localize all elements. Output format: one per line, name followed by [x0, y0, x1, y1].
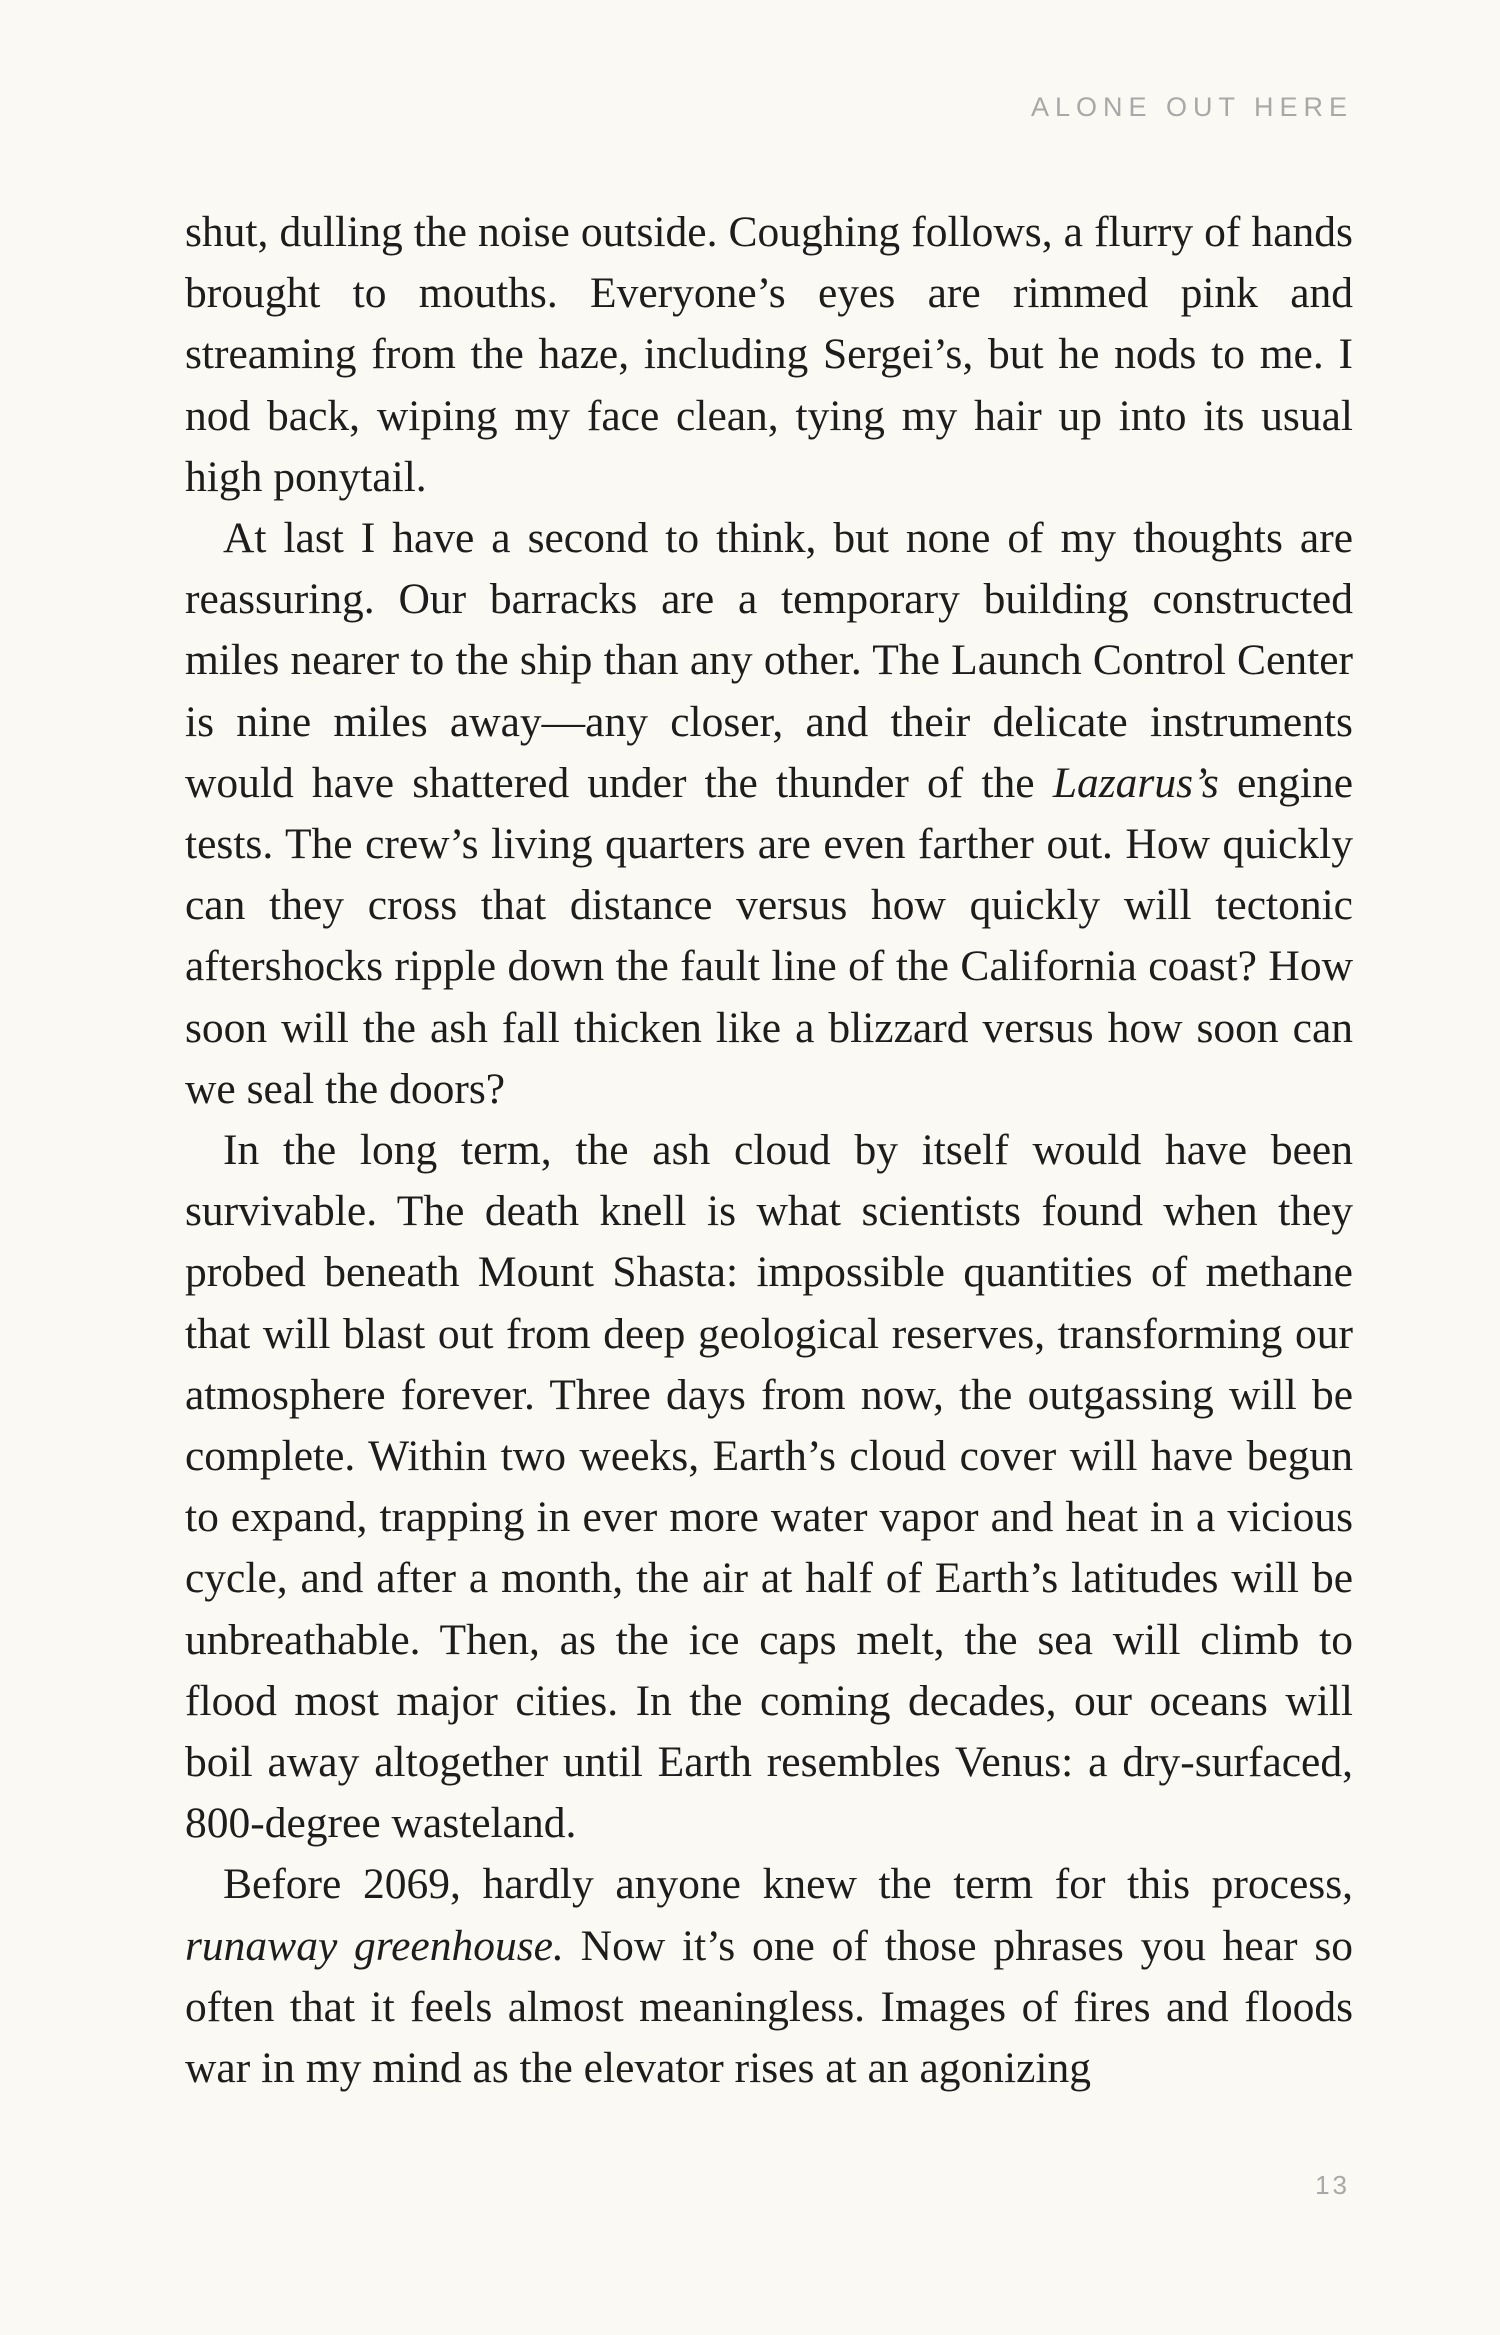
running-head: ALONE OUT HERE: [1030, 92, 1353, 122]
paragraph-2-text-b: engine tests. The crew’s living quarters are even farther out. How quickly can they cross that distance versus how quickly will tectonic aftershocks ripple down the fault line of the California coast? How soon will the ash fall thicken like a blizzard versus how soon can we seal the doors?: [185, 758, 1353, 1113]
paragraph-3: In the long term, the ash cloud by itself would have been survivable. The death knell is what scientists found when they probed beneath Mount Shasta: impossible quantities of methane that will blast out from deep geological reserves, transforming our atmosphere forever. Three days from now, the outgassing will be complete. Within two weeks, Earth’s cloud cover will have begun to expand, trapping in ever more water vapor and heat in a vicious cycle, and after a month, the air at half of Earth’s latitudes will be unbreathable. Then, as the ice caps melt, the sea will climb to flood most major cities. In the coming decades, our oceans will boil away altogether until Earth resembles Venus: a dry-surfaced, 800-degree wasteland.: [185, 1126, 1353, 1848]
paragraph-1: shut, dulling the noise outside. Coughing follows, a flurry of hands brought to mouths. Everyone’s eyes are rimmed pink and streaming from the haze, including Sergei’s, but he nods to me. I nod back, wiping my face clean, tying my hair up into its usual high ponytail.: [185, 208, 1353, 501]
paragraph-2: [185, 508, 1353, 1120]
paragraph-4: [185, 1854, 1353, 2099]
body-text: [185, 202, 1353, 2099]
paragraph-2-italic-ship-name: Lazarus’s: [1052, 758, 1219, 807]
paragraph-2-text-a: At last I have a second to think, but none of my thoughts are reassuring. Our barracks are a temporary building constructed miles nearer to the ship than any other. The Launch Control Center is nine miles away—any closer, and their delicate instruments would have shattered under the thunder of the: [185, 514, 1353, 807]
paragraph-4-italic-term: runaway greenhouse.: [185, 1921, 564, 1970]
paragraph-4-text-b: Now it’s one of those phrases you hear so often that it feels almost meaningless. Images of fires and floods war in my mind as the elevator rises at an agonizing: [185, 1921, 1353, 2093]
paragraph-4-text-a: Before 2069, hardly anyone knew the term for this process,: [223, 1860, 1353, 1909]
page-number: 13: [1315, 2170, 1350, 2200]
